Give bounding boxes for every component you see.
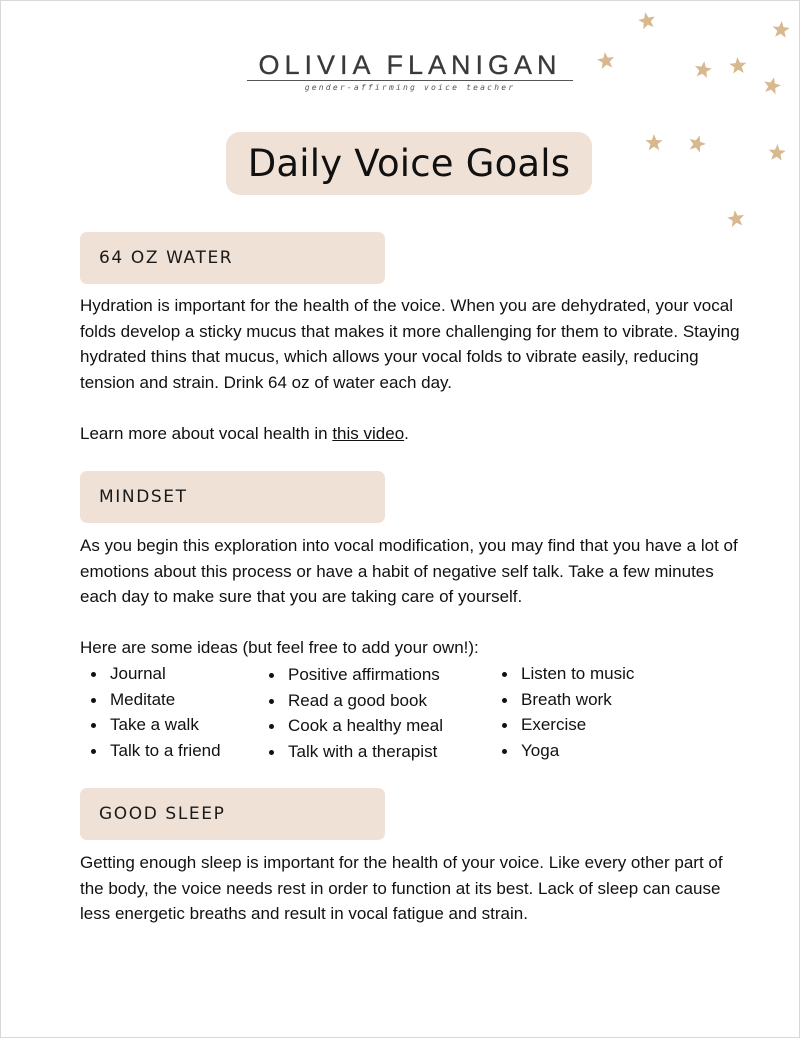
water-paragraph: Hydration is important for the health of the voice. When you are dehydrated, your vocal folds develop a sticky mucus that makes it more challenging for them to vibrate. Staying hydrated thins that mucus, which allows your vocal folds to vibrate easily, reducing tension and strain. Drink 64 oz of water each day. <box>80 296 740 392</box>
page-title-banner <box>226 132 592 195</box>
page-title: Daily Voice Goals <box>247 142 571 185</box>
section-heading-sleep: GOOD SLEEP <box>99 804 226 824</box>
list-item: Read a good book <box>268 688 443 714</box>
ideas-intro: Here are some ideas (but feel free to add your own!): <box>80 638 479 657</box>
star-icon <box>636 10 657 31</box>
section-heading-mindset: MINDSET <box>99 487 188 507</box>
brand-tagline: gender-affirming voice teacher <box>304 83 516 92</box>
learn-more-line <box>80 421 745 447</box>
list-item: Cook a healthy meal <box>268 713 443 739</box>
star-icon <box>726 209 747 230</box>
section-header-sleep <box>80 788 385 840</box>
list-item: Listen to music <box>501 661 634 687</box>
ideas-list-col-3 <box>501 661 634 764</box>
list-item: Meditate <box>90 687 221 713</box>
brand-name: OLIVIA FLANIGAN <box>258 50 562 80</box>
list-item: Take a walk <box>90 712 221 738</box>
learn-more-suffix: . <box>404 424 409 443</box>
list-item: Talk to a friend <box>90 738 221 764</box>
star-icon <box>693 60 714 81</box>
section-header-mindset <box>80 471 385 523</box>
list-item: Yoga <box>501 738 634 764</box>
mindset-paragraph: As you begin this exploration into vocal modification, you may find that you have a lot of emotions about this process or have a habit of negative self talk. Take a few minutes each day to make sure that you are taking care of yourself. <box>80 536 738 606</box>
list-item: Exercise <box>501 712 634 738</box>
sleep-paragraph: Getting enough sleep is important for the health of your voice. Like every other part of the body, the voice needs rest in order to function at its best. Lack of sleep can cause less energetic breaths and result in vocal fatigue and strain. <box>80 853 723 923</box>
list-item: Positive affirmations <box>268 662 443 688</box>
video-link[interactable]: this video <box>332 424 405 443</box>
list-item: Journal <box>90 661 221 687</box>
star-icon <box>771 20 791 40</box>
star-icon <box>767 143 786 162</box>
section-heading-water: 64 OZ WATER <box>99 248 234 268</box>
brand-divider <box>247 80 573 81</box>
section-header-water <box>80 232 385 284</box>
list-item: Talk with a therapist <box>268 739 443 765</box>
star-icon <box>645 134 663 152</box>
ideas-list-col-1 <box>90 661 221 764</box>
ideas-list-col-2 <box>268 662 443 765</box>
brand-logo <box>200 50 620 93</box>
learn-more-prefix: Learn more about vocal health in <box>80 424 333 443</box>
star-icon <box>728 56 747 75</box>
list-item: Breath work <box>501 687 634 713</box>
